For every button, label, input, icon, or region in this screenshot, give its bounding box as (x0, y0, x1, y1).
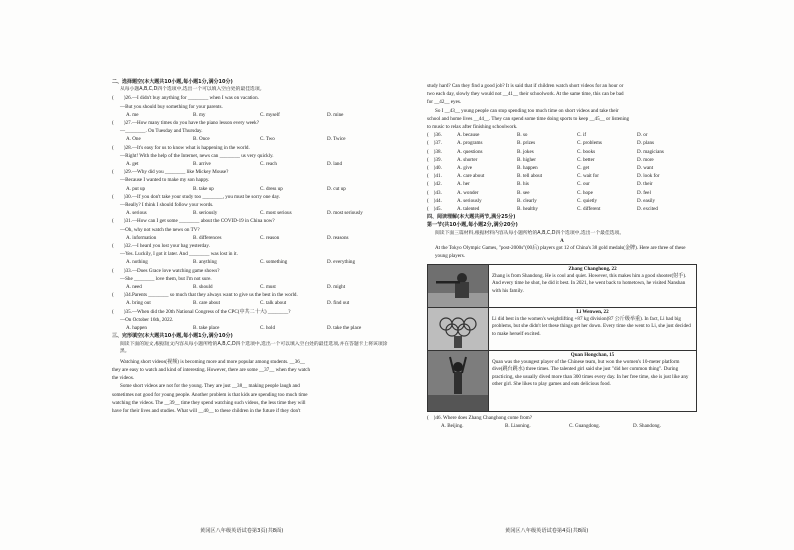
option-text: D. easily (637, 197, 656, 204)
option-text: A. wonder (457, 189, 479, 196)
option-text: C. our (577, 181, 590, 188)
cloze-option-row (427, 139, 697, 147)
left-column (112, 78, 394, 415)
option-text: A. programs (457, 140, 483, 147)
option-text: D. or (637, 132, 648, 139)
player-name: Li Wenwen, 22 (576, 308, 609, 315)
option-text: B. jokes (517, 148, 534, 155)
question-number: ( )44. (427, 197, 442, 204)
question-31: ( )31.—How can I get some ________ about the COVID-19 in China now? —Oh, why not watch the news on TV? A. information B. differences C. reason D. reasons (112, 218, 349, 241)
option-text: C. get (577, 165, 590, 172)
option-text: A. shorter (457, 156, 478, 163)
cloze-option-row (427, 164, 697, 172)
section4-title: 四、阅读理解(本大题共两节,满分25分) (427, 214, 516, 221)
cloze-option-row (427, 180, 697, 188)
question-34: ( )34.Parents ________ so much that they always want to give us the best in the world. A. bring out B. care about C. talk about D. find out (112, 292, 350, 307)
option-text: A. because (457, 132, 480, 139)
option-text: A. seriously (457, 197, 482, 204)
player-name: Zhang Changhong, 22 (568, 265, 617, 272)
question-35: ( )35.—When did the 20th National Congress of the CPC(中共二十大) ________? —On October 16th, 2022. A. happen B. take place C. hold D. take the place (112, 308, 362, 332)
question-46: ( )46. Where does Zhang Changhong come from? A. Beijing. B. Liaoning. C. Guangdong. D. Shandong. (427, 414, 661, 429)
section2-instructions: 从每小题A,B,C,D四个选项中,选出一个可以填入空白处的最佳选项。 (120, 87, 265, 93)
option-text: D. magicians (637, 148, 664, 155)
option-text: D. look for (637, 173, 660, 180)
player-description: Zhang is from Shandong. He is cool and quiet. However, this makes him a good shooter(射手). And every time he shot, he did it best. In 2021, he went back to hometown, he visited Nanshan with his family. (492, 273, 687, 294)
option-text: A. give (457, 165, 472, 172)
option-text: B. clearly (517, 197, 537, 204)
option-text: D. want (637, 165, 654, 172)
option-text: D. plans (637, 140, 654, 147)
question-26: ( )26.—I didn't buy anything for ________ when I was on vacation. —But you should buy something for your parents. A. me B. my C. myself D. mine (112, 95, 344, 118)
cloze-passage-part2: study hard? Can they find a good job? It is said that if children watch short videos for an hour or two each day, slowly they would not __41__ their schoolwork. At the same time, this can be bad for __42__ eyes. So I __43__ young people can stop spending too much time on short videos and take their school and home lives __44__. They can spend some time doing sports to keep __45__ or listening to music to relax after finishing schoolwork. (427, 83, 630, 131)
option-text: C. better (577, 156, 595, 163)
option-text: B. so (517, 132, 528, 139)
option-text: D. more (637, 156, 654, 163)
question-number: ( )39. (427, 156, 442, 163)
cloze-passage-part1: Watching short videos(视频) is becoming more and more popular among students. __36__ they are easy to watch and kind of interesting. However, there are some __37__ when they watch the videos. Some short videos are not for the young. They are just __38__ making people laugh and sometimes not good for young people. Another problem is that kids are spending too much time watching the videos. The __39__ time they spend watching such videos, the less time they will have for their lives and studies. What will __40__ to these children in the future if they don't (112, 358, 311, 414)
question-number: ( )41. (427, 173, 442, 180)
option-text: C. wait for (577, 173, 599, 180)
option-text: C. hope (577, 189, 593, 196)
question-30: ( )30.—If you don't take your study too ________, you must be sorry one day. —Really? I think I should follow your words. A. serious B. seriously C. most serious D. most seriously (112, 193, 363, 217)
question-number: ( )38. (427, 148, 442, 155)
right-column (427, 82, 697, 430)
section2-title: 二、选择题空(本大题共10小题,每小题1分,满分10分) (112, 79, 233, 85)
question-number: ( )45. (427, 206, 442, 213)
player-row-li (428, 308, 696, 351)
question-number: ( )36. (427, 132, 442, 139)
option-text: D. feel (637, 189, 651, 196)
players-table (427, 264, 697, 412)
question-number: ( )37. (427, 140, 442, 147)
diver-photo (428, 351, 489, 411)
page-footer-right: 黄冈区八年级英语试卷第4页(共8面) (505, 528, 589, 534)
cloze-option-row (427, 131, 697, 139)
question-number: ( )40. (427, 165, 442, 172)
option-text: B. prizes (517, 140, 536, 147)
question-number: ( )42. (427, 181, 442, 188)
player-description: Quan was the youngest player of the Chinese team, but won the women's 10-meter platform dive(跳台跳水) three times. The talented girl said she just "did her common thing". During practicing, she usually dived more than 300 times every day. In her free time, she is just like any other girl. She likes to play games and eats delicious food. (492, 359, 689, 388)
cloze-answer-options (427, 131, 697, 213)
weightlifter-photo (428, 308, 489, 350)
section3-instructions: 阅读下面的短文,根据短文内容从每小题所给的A,B,C,D四个选项中,选出一个可以填入空白处的最佳选项,并在答题卡上将该项涂黑。 (120, 341, 388, 355)
passage-intro: At the Tokyo Olympic Games, "post-2000s"(00后) players got 12 of China's 38 gold medals(金牌). Here are three of these young players. (435, 245, 686, 260)
player-name: Quan Hongchan, 15 (570, 351, 615, 358)
question-number: ( )43. (427, 189, 442, 196)
option-text: C. books (577, 148, 596, 155)
option-text: A. questions (457, 148, 483, 155)
option-text: B. healthy (517, 206, 538, 213)
option-text: C. quietly (577, 197, 598, 204)
section3-title: 三、完形填空(本大题共10小题,每小题1分,满分10分) (112, 333, 233, 340)
question-27: ( )27.—How many times do you have the piano lesson every week? —________. On Tuesday and Thursday. A. One B. Once C. Two D. Twice (112, 120, 346, 143)
page-footer-left: 黄冈区八年级英语试卷第3页(共8面) (200, 528, 284, 534)
option-text: C. different (577, 206, 601, 213)
option-text: C. if (577, 132, 587, 139)
question-28: ( )28.—It's easy for us to know what is happening in the world. —Right! With the help of the Internet, news can ________ us very quickly. A. get B. arrive C. reach D. land (112, 144, 342, 168)
part1-instructions: 阅读下面三篇材料,根据材料内容从每小题所给的A,B,C,D四个选项中,选出一个最佳选项。 (435, 230, 625, 236)
option-text: B. higher (517, 156, 536, 163)
option-text: A. talented (457, 206, 480, 213)
question-33: ( )33.—Does Grace love watching game shows? —She ________ love them, but I'm not sure. A. need B. should C. must D. might (112, 267, 346, 291)
cloze-option-row (427, 189, 697, 197)
cloze-option-row (427, 172, 697, 180)
player-description: Li did best in the women's weightlifting +87 kg division(87 公斤级举重). In fact, Li had big problems, but she didn't let these things get her down. Every time she went to Li, she just decided to make herself excited. (492, 316, 691, 337)
cloze-option-row (427, 197, 697, 205)
option-text: D. excited (637, 206, 658, 213)
cloze-option-row (427, 156, 697, 164)
passage-label: A (560, 238, 564, 245)
shooter-photo (428, 265, 489, 307)
cloze-option-row (427, 205, 697, 213)
player-row-quan (428, 351, 696, 411)
option-text: D. their (637, 181, 653, 188)
part1-title: 第一节(共10小题,每小题2分,满分20分) (427, 222, 518, 229)
question-29: ( )29.—Why did you ________ like Mickey Mouse? —Because I wanted to make my son happy. A. put up B. take up C. dress up D. cut up (112, 169, 346, 192)
question-32: ( )32.—I heard you lost your bag yesterday. —Yes. Luckily, I got it later. And ________ was lost in it. A. nothing B. anything C. something D. everything (112, 243, 356, 266)
player-row-zhang (428, 265, 696, 308)
cloze-option-row (427, 148, 697, 156)
option-text: C. problems (577, 140, 602, 147)
option-text: B. happen (517, 165, 538, 172)
option-text: A. her (457, 181, 470, 188)
option-text: A. care about (457, 173, 485, 180)
option-text: B. his (517, 181, 529, 188)
option-text: B. tell about (517, 173, 543, 180)
option-text: B. see (517, 189, 530, 196)
